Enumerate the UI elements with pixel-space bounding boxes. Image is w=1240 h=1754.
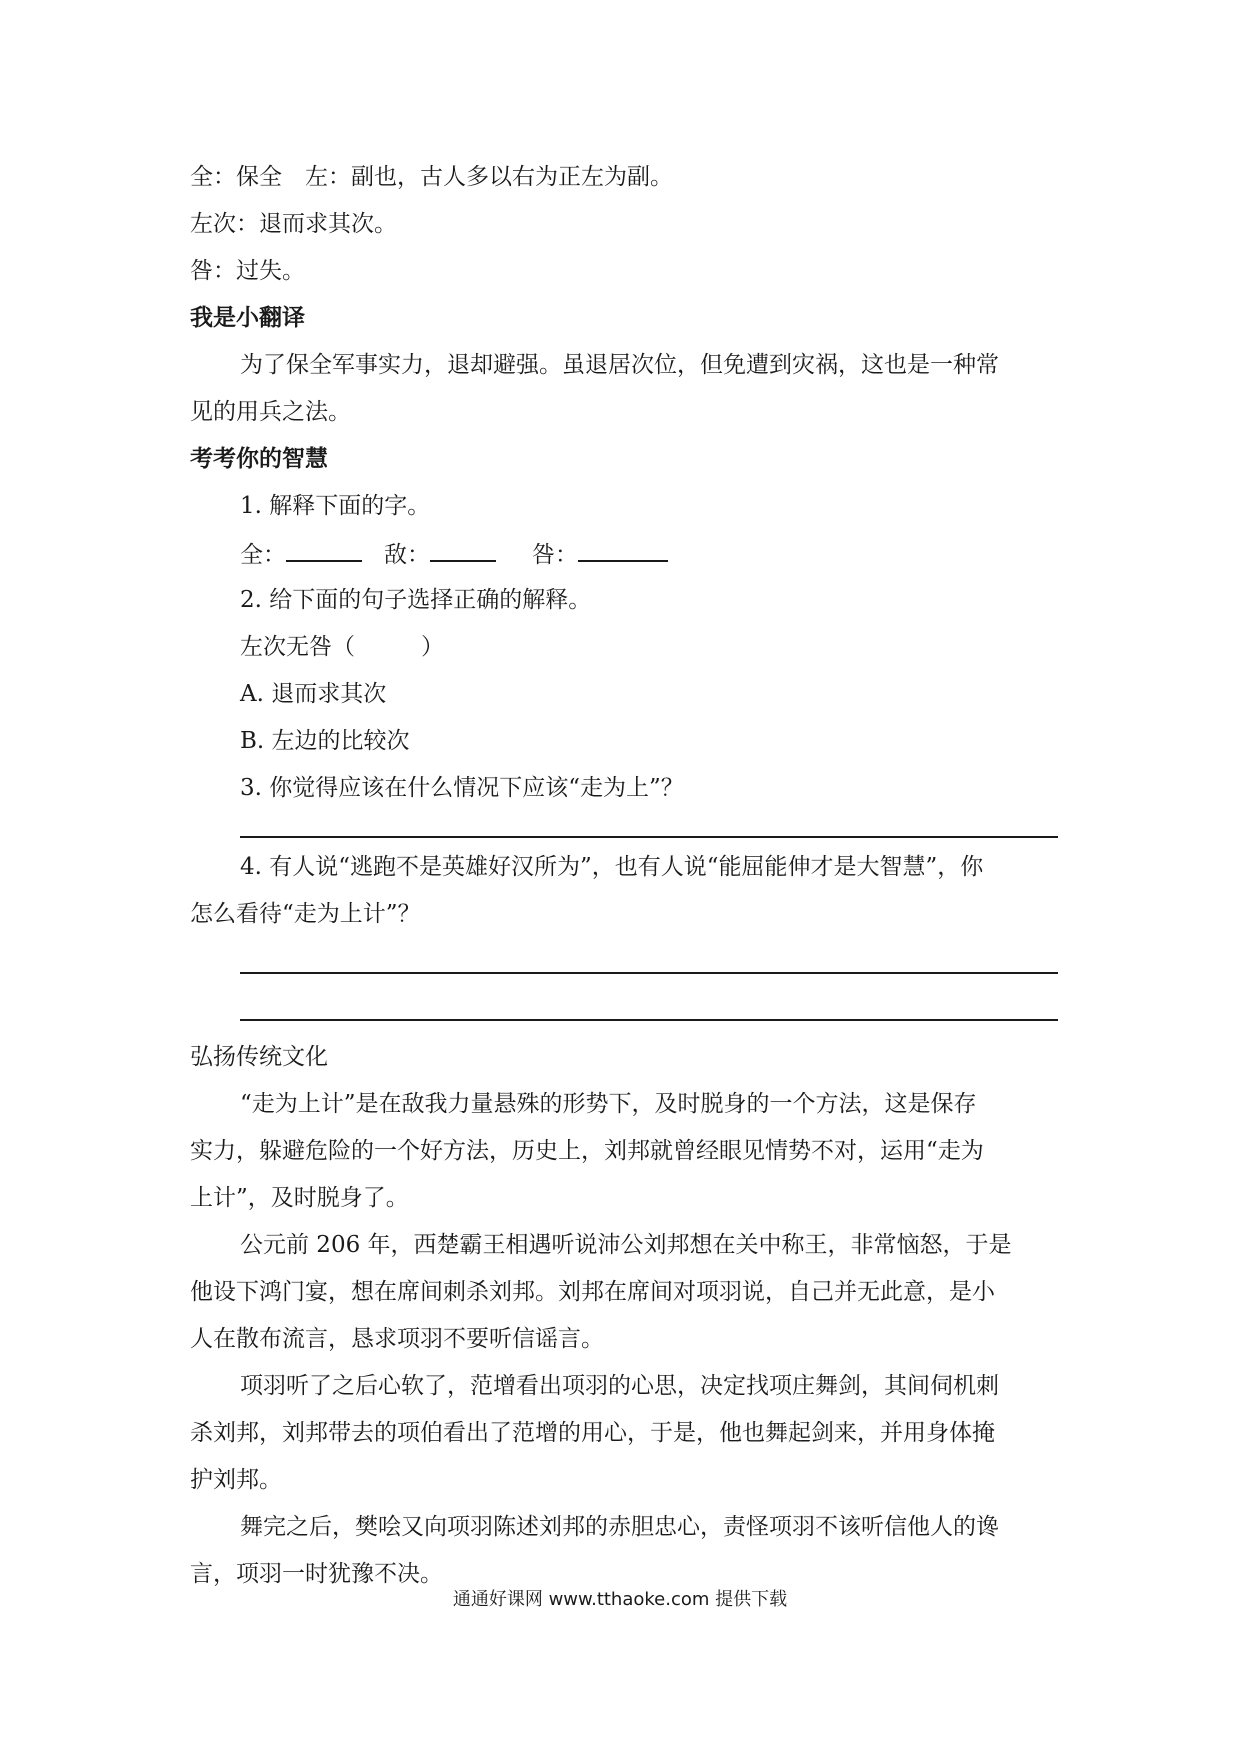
fill-blank-quan[interactable] [286,538,362,562]
section-heading-translation: 我是小翻译 [190,304,305,331]
question-2-sentence-text: 左次无咎（ [240,634,355,660]
question-4-line-1: 4. 有人说“逃跑不是英雄好汉所为”，也有人说“能屈能伸才是大智慧”，你 [240,854,984,880]
question-2-sentence [240,632,444,662]
question-4-answer-line-2[interactable] [240,1019,1058,1021]
question-3: 3. 你觉得应该在什么情况下应该“走为上”？ [240,775,684,801]
document-page [190,0,1058,1754]
question-1: 1. 解释下面的字。 [240,493,431,519]
culture-p4-line-1: 舞完之后，樊哙又向项羽陈述刘邦的赤胆忠心，责怪项羽不该听信他人的谗 [240,1514,999,1540]
question-4-answer-line-1[interactable] [240,972,1058,974]
culture-p3-line-1: 项羽听了之后心软了，范增看出项羽的心思，决定找项庄舞剑，其间伺机刺 [240,1373,999,1399]
note-line-zuoci: 左次：退而求其次。 [190,211,397,237]
question-2-option-b: B. 左边的比较次 [240,728,410,754]
fill-blank-jiu[interactable] [578,538,668,562]
culture-p1-line-2: 实力，躲避危险的一个好方法，历史上，刘邦就曾经眼见情势不对，运用“走为 [190,1138,984,1164]
translation-paragraph-line-2: 见的用兵之法。 [190,399,351,425]
question-4-line-2: 怎么看待“走为上计”？ [190,901,421,927]
culture-p4-line-2: 言，项羽一时犹豫不决。 [190,1561,443,1587]
culture-p2-line-2: 他设下鸿门宴，想在席间刺杀刘邦。刘邦在席间对项羽说，自己并无此意，是小 [190,1279,995,1305]
question-1-label-di: 敌： [384,542,430,568]
section-heading-culture: 弘扬传统文化 [190,1044,328,1070]
culture-p1-line-3: 上计”，及时脱身了。 [190,1185,409,1211]
question-1-label-quan: 全： [240,542,286,568]
culture-p3-line-3: 护刘邦。 [190,1467,282,1493]
question-1-answers [240,538,668,570]
note-line-jiu: 咎：过失。 [190,258,305,284]
section-heading-quiz: 考考你的智慧 [190,445,328,472]
culture-p1-line-1: “走为上计”是在敌我力量悬殊的形势下，及时脱身的一个方法，这是保存 [240,1091,977,1117]
culture-p2-line-1: 公元前 206 年，西楚霸王相遇听说沛公刘邦想在关中称王，非常恼怒，于是 [240,1232,1012,1258]
culture-p2-line-3: 人在散布流言，恳求项羽不要听信谣言。 [190,1326,604,1352]
question-3-answer-line[interactable] [240,836,1058,838]
question-2-close-paren: ） [421,634,444,660]
question-1-label-jiu: 咎： [532,542,578,568]
note-line-quan-zuo: 全：保全 左：副也，古人多以右为正左为副。 [190,164,673,190]
culture-p3-line-2: 杀刘邦，刘邦带去的项伯看出了范增的用心，于是，他也舞起剑来，并用身体掩 [190,1420,995,1446]
footer-download-credit: 通通好课网 www.tthaoke.com 提供下载 [452,1589,788,1610]
question-2: 2. 给下面的句子选择正确的解释。 [240,587,592,613]
translation-paragraph-line-1: 为了保全军事实力，退却避强。虽退居次位，但免遭到灾祸，这也是一种常 [240,352,999,378]
fill-blank-di[interactable] [430,538,496,562]
question-2-option-a: A. 退而求其次 [240,681,387,707]
